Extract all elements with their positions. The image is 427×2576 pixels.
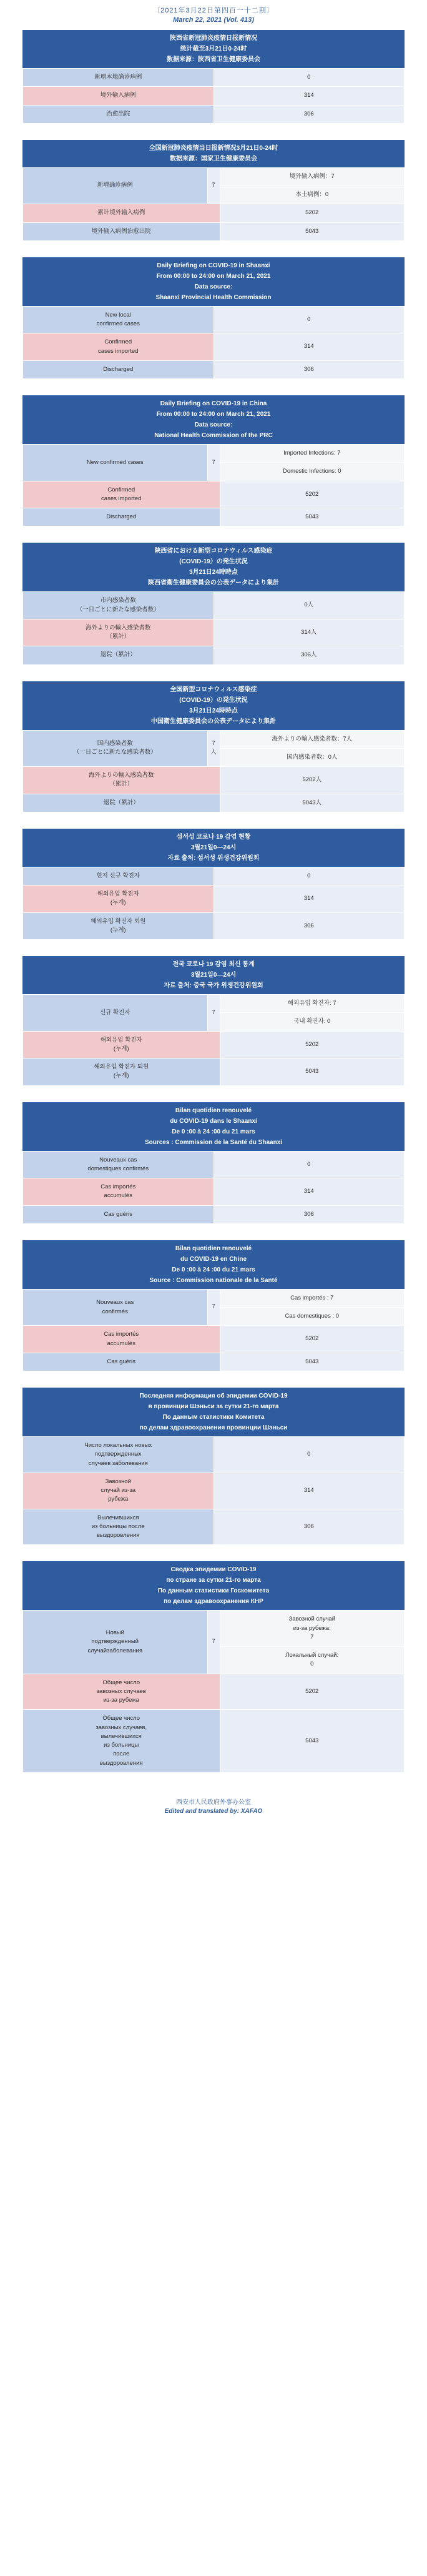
row-label: 退院（累計） — [23, 646, 214, 664]
table-row — [23, 867, 405, 885]
row-label: 해외유입 확진자 퇴원 (누계) — [23, 912, 214, 940]
block-header-line: 섬서성 코로나 19 감염 현황 — [176, 833, 251, 841]
footer-line-1: 西安市人民政府外事办公室 — [176, 1799, 251, 1806]
block-header-line: Последняя информация об эпидемии COVID-19 — [139, 1393, 288, 1399]
block-header — [22, 829, 405, 867]
row-label: Завозной случай из-за рубежа — [23, 1473, 214, 1509]
table-row — [23, 1326, 405, 1353]
block-header-line: 数据来源：国家卫生健康委员会 — [170, 155, 257, 162]
row-label: Confirmed cases imported — [23, 333, 214, 361]
table-row — [23, 360, 405, 378]
block-header-line: 全国新型コロナウィルス感染症 — [170, 686, 257, 693]
stats-table — [22, 994, 405, 1086]
stats-table — [22, 1610, 405, 1773]
bulletin-blocks — [0, 30, 427, 1773]
block-header-line: Bilan quotidien renouvelé — [175, 1245, 252, 1252]
block-header-line: De 0 :00 à 24 :00 du 21 mars — [172, 1128, 255, 1135]
row-label: Discharged — [23, 360, 214, 378]
row-value: 314 — [214, 1473, 405, 1509]
block-header — [22, 1102, 405, 1151]
table-row — [23, 306, 405, 333]
table-row — [23, 445, 405, 463]
brace-total: 7 — [207, 995, 220, 1032]
table-row — [23, 481, 405, 508]
row-label: 累计境外输入病例 — [23, 204, 220, 222]
block-header-line: Data source: — [194, 283, 233, 290]
row-label: 市内感染者数 （一日ごとに新たな感染者数） — [23, 592, 214, 619]
row-value: 306 — [214, 912, 405, 940]
table-row — [23, 1059, 405, 1086]
row-value: 5202 — [220, 481, 405, 508]
brace-total: 7 — [207, 1289, 220, 1326]
row-sub-value: 境外输入病例：7 — [220, 167, 405, 185]
block-header-line: National Health Commission of the PRC — [154, 432, 273, 439]
bulletin-block — [22, 257, 405, 379]
row-sub-value: Cas importés : 7 — [220, 1289, 405, 1307]
block-header-line: 전국 코로나 19 감염 최신 통계 — [172, 961, 255, 968]
stats-table — [22, 1436, 405, 1545]
row-label: 해외유입 확진자 퇴원 (누계) — [23, 1059, 220, 1086]
block-header-line: в провинции Шэньси за сутки 21-го марта — [148, 1403, 279, 1410]
bulletin-block — [22, 1240, 405, 1371]
table-row — [23, 105, 405, 123]
row-value: 306人 — [214, 646, 405, 664]
row-sub-value: 해외유입 확진자: 7 — [220, 995, 405, 1013]
block-header — [22, 140, 405, 167]
row-sub-value: Cas domestiques : 0 — [220, 1308, 405, 1326]
block-header — [22, 1388, 405, 1436]
row-value: 0 — [214, 1151, 405, 1178]
table-row — [23, 767, 405, 794]
block-header-line: 3月21日24時時点 — [189, 707, 238, 714]
row-label: Cas guéris — [23, 1205, 214, 1223]
block-header-line: 3月21日24時時点 — [189, 569, 238, 576]
block-header — [22, 257, 405, 306]
block-header-line: По данным статистики Госкомитета — [157, 1587, 270, 1595]
block-header-line: 陕西省における新型コロナウィルス感染症 — [154, 548, 273, 555]
row-sub-value: Локальный случай: 0 — [220, 1647, 405, 1674]
row-label: Новый подтвержденный случайзаболевания — [23, 1611, 208, 1674]
table-row — [23, 592, 405, 619]
bulletin-block — [22, 543, 405, 664]
bulletin-block — [22, 1102, 405, 1224]
table-row — [23, 1509, 405, 1545]
row-value: 5202 — [220, 1674, 405, 1710]
table-row — [23, 1353, 405, 1371]
stats-table — [22, 1151, 405, 1224]
table-row — [23, 1031, 405, 1059]
row-value: 0 — [214, 69, 405, 87]
table-row — [23, 1205, 405, 1223]
block-header-line: Сводка эпидемии COVID-19 — [170, 1566, 257, 1574]
block-header — [22, 956, 405, 994]
row-label: Cas importés accumulés — [23, 1178, 214, 1206]
row-value: 5202人 — [220, 767, 405, 794]
table-row — [23, 1178, 405, 1206]
bulletin-block — [22, 395, 405, 526]
table-row — [23, 508, 405, 526]
table-row — [23, 1674, 405, 1710]
block-header — [22, 1561, 405, 1610]
row-value: 314 — [214, 1178, 405, 1206]
row-sub-value: 국내 확진자: 0 — [220, 1013, 405, 1031]
stats-table — [22, 591, 405, 664]
stats-table — [22, 68, 405, 124]
block-header-line: 中国衛生健康委員会の公表データにより集計 — [151, 718, 276, 725]
row-value: 306 — [214, 360, 405, 378]
row-label: 현지 신규 확진자 — [23, 867, 214, 885]
block-header-line: From 00:00 to 24:00 on March 21, 2021 — [156, 272, 271, 280]
block-header-line: 陕西省衛生健康委員会の公表データにより集計 — [148, 580, 279, 587]
stats-table — [22, 167, 405, 241]
row-label: 海外よりの輸入感染者数 （累計） — [23, 619, 214, 646]
row-value: 306 — [214, 105, 405, 123]
table-row — [23, 204, 405, 222]
brace-total: 7人 — [207, 730, 220, 767]
bulletin-block — [22, 956, 405, 1086]
block-header-line: De 0 :00 à 24 :00 du 21 mars — [172, 1266, 255, 1273]
block-header-line: 全国新冠肺炎疫情当日报新情况3月21日0-24时 — [149, 144, 278, 152]
stats-table — [22, 1289, 405, 1371]
row-label: New confirmed cases — [23, 445, 208, 481]
table-row — [23, 794, 405, 812]
block-header-line: по делам здравоохранения провинции Шэньси — [139, 1424, 288, 1431]
row-value: 314人 — [214, 619, 405, 646]
row-label: Discharged — [23, 508, 220, 526]
block-header-line: Sources : Commission de la Santé du Shaanxi — [144, 1138, 283, 1146]
table-row — [23, 1437, 405, 1473]
brace-total: 7 — [207, 1611, 220, 1674]
footer — [0, 1789, 427, 1816]
brace-total: 7 — [207, 445, 220, 481]
bulletin-block — [22, 1561, 405, 1773]
block-header-line: Shaanxi Provincial Health Commission — [155, 294, 272, 301]
table-row — [23, 1289, 405, 1307]
row-value: 0 — [214, 306, 405, 333]
row-label: Cas importés accumulés — [23, 1326, 220, 1353]
block-header-line: 统计截至3月21日0-24时 — [180, 46, 247, 52]
bulletin-block — [22, 829, 405, 940]
block-header — [22, 30, 405, 68]
stats-table — [22, 730, 405, 812]
row-value: 5043 — [220, 1353, 405, 1371]
row-label: Число локальных новых подтвержденных случаев заболевания — [23, 1437, 214, 1473]
table-row — [23, 167, 405, 185]
row-label: Общее число завозных случаев из-за рубежа — [23, 1674, 220, 1710]
row-label: Nouveaux cas domestiques confirmés — [23, 1151, 214, 1178]
page-title: 〔2021年3月22日第四百一十二期〕 — [153, 7, 274, 14]
block-header-line: по стране за сутки 21-го марта — [166, 1577, 261, 1584]
row-label: Общее число завозных случаев, вылечившихся из больницы после выздоровления — [23, 1710, 220, 1773]
block-header-line: 陕西省新冠肺炎疫情日报新情况 — [170, 35, 257, 42]
table-row — [23, 87, 405, 105]
row-label: 治愈出院 — [23, 105, 214, 123]
block-header-line: Bilan quotidien renouvelé — [175, 1107, 252, 1114]
row-value: 314 — [214, 886, 405, 913]
block-header-line: Daily Briefing on COVID-19 in Shaanxi — [157, 262, 270, 269]
row-value: 0 — [214, 867, 405, 885]
row-value: 5043 — [220, 1710, 405, 1773]
row-value: 5202 — [220, 204, 405, 222]
table-row — [23, 730, 405, 748]
table-row — [23, 912, 405, 940]
row-label: Cas guéris — [23, 1353, 220, 1371]
block-header — [22, 395, 405, 444]
row-label: 신규 확진자 — [23, 995, 208, 1032]
row-label: Вылечившихся из больницы после выздоровления — [23, 1509, 214, 1545]
table-row — [23, 1710, 405, 1773]
block-header-line: 数据来源：陕西省卫生健康委员会 — [167, 56, 260, 63]
row-sub-value: Завозной случай из-за рубежа: 7 — [220, 1611, 405, 1647]
row-label: Nouveaux cas confirmés — [23, 1289, 208, 1326]
block-header — [22, 543, 405, 591]
table-row — [23, 995, 405, 1013]
row-value: 5043 — [220, 222, 405, 240]
block-header-line: (COVID-19）の発生状況 — [179, 558, 248, 566]
block-header-line: Data source: — [194, 422, 233, 428]
block-header-line: Source : Commission nationale de la Santé — [149, 1276, 278, 1284]
block-header-line: 자료 출처: 섬서성 위생건강위원회 — [167, 854, 260, 862]
row-value: 314 — [214, 87, 405, 105]
table-row — [23, 222, 405, 240]
block-header — [22, 681, 405, 730]
table-row — [23, 619, 405, 646]
bulletin-block — [22, 140, 405, 241]
block-header-line: 3월21일0—24시 — [190, 844, 237, 851]
block-header-line: From 00:00 to 24:00 on March 21, 2021 — [156, 411, 271, 418]
row-sub-value: 国内感染者数：0人 — [220, 748, 405, 766]
row-label: 新增确诊病例 — [23, 167, 208, 204]
block-header-line: Daily Briefing on COVID-19 in China — [160, 400, 267, 407]
row-value: 314 — [214, 333, 405, 361]
row-label: 新增本地确诊病例 — [23, 69, 214, 87]
row-sub-value: Domestic Infections: 0 — [220, 463, 405, 481]
block-header-line: 3월21일0—24시 — [190, 972, 237, 979]
row-label: New local confirmed cases — [23, 306, 214, 333]
brace-total: 7 — [207, 167, 220, 204]
block-header-line: du COVID-19 en Chine — [180, 1255, 247, 1263]
row-sub-value: 海外よりの輸入感染者数：7人 — [220, 730, 405, 748]
row-label: 国内感染者数 （一日ごとに新たな感染者数） — [23, 730, 208, 767]
row-value: 5043人 — [220, 794, 405, 812]
stats-table — [22, 306, 405, 379]
page-subtitle: March 22, 2021 (Vol. 413) — [173, 16, 254, 24]
row-label: 退院（累計） — [23, 794, 220, 812]
table-row — [23, 69, 405, 87]
row-label: 해외유입 확진자 (누계) — [23, 1031, 220, 1059]
bulletin-block — [22, 1388, 405, 1545]
row-value: 5043 — [220, 1059, 405, 1086]
row-label: 境外输入病例治愈出院 — [23, 222, 220, 240]
block-header-line: По данным статистики Комитета — [162, 1414, 265, 1421]
table-row — [23, 646, 405, 664]
row-value: 5202 — [220, 1326, 405, 1353]
table-row — [23, 1611, 405, 1647]
stats-table — [22, 444, 405, 526]
block-header-line: (COVID-19）の発生状況 — [179, 696, 248, 704]
block-header-line: по делам здравоохранения КНР — [164, 1598, 263, 1606]
footer-line-2: Edited and translated by: XAFAO — [164, 1807, 263, 1815]
row-value: 306 — [214, 1509, 405, 1545]
row-sub-value: Imported Infections: 7 — [220, 445, 405, 463]
row-value: 5043 — [220, 508, 405, 526]
block-header-line: 자료 출처: 중국 국가 위생건강위원회 — [164, 982, 263, 989]
row-label: 海外よりの輸入感染者数 （累計） — [23, 767, 220, 794]
stats-table — [22, 867, 405, 940]
block-header — [22, 1240, 405, 1289]
table-row — [23, 886, 405, 913]
row-label: Confirmed cases imported — [23, 481, 220, 508]
row-value: 5202 — [220, 1031, 405, 1059]
block-header-line: du COVID-19 dans le Shaanxi — [170, 1117, 257, 1125]
table-row — [23, 333, 405, 361]
table-row — [23, 1473, 405, 1509]
row-value: 0 — [214, 1437, 405, 1473]
bulletin-block — [22, 681, 405, 812]
row-value: 0人 — [214, 592, 405, 619]
row-value: 306 — [214, 1205, 405, 1223]
row-label: 해외유입 확진자 (누계) — [23, 886, 214, 913]
row-label: 境外输入病例 — [23, 87, 214, 105]
bulletin-block — [22, 30, 405, 124]
table-row — [23, 1151, 405, 1178]
row-sub-value: 本土病例：0 — [220, 186, 405, 204]
